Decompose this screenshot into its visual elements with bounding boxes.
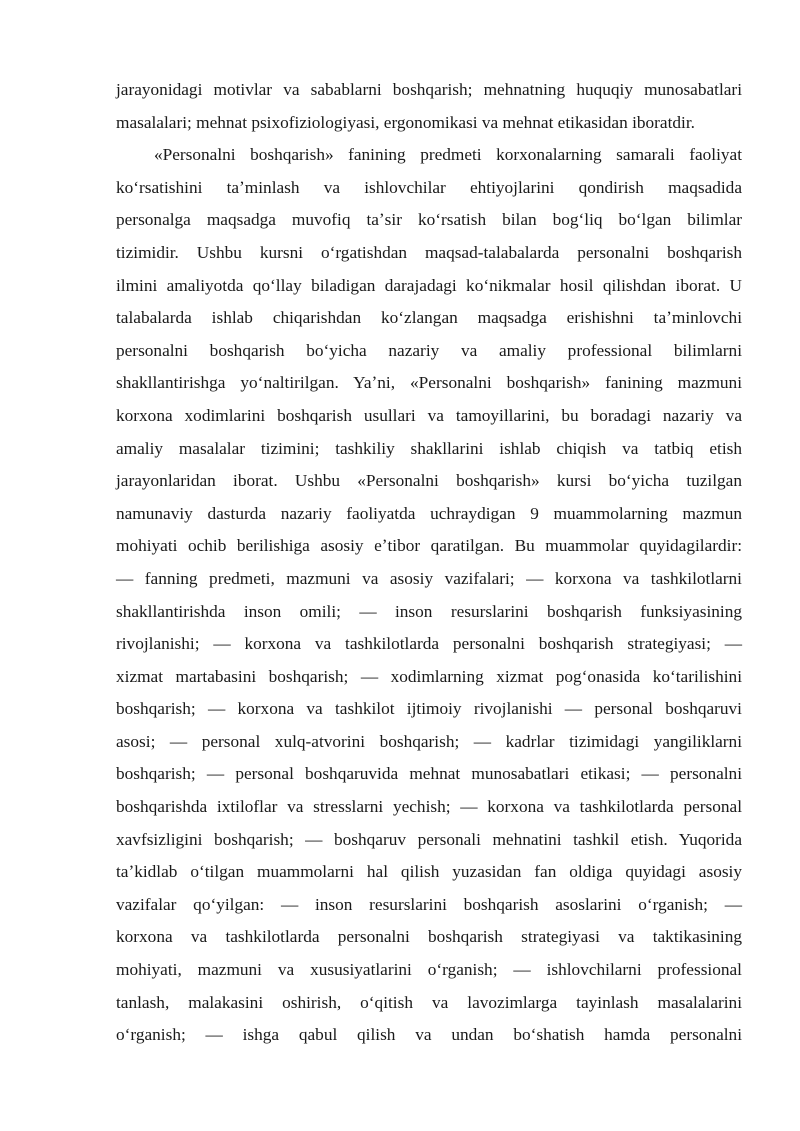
text-line: rivojlanishi; — korxona va tashkilotlarda personalni boshqarish strategiyasi; — (116, 634, 742, 654)
document-page (116, 74, 742, 1052)
text-line: jarayonlaridan iborat. Ushbu «Personalni boshqarish» kursi boʻyicha tuzilgan (116, 471, 742, 491)
text-line: mohiyati ochib berilishiga asosiy eʼtibor qaratilgan. Bu muammolar quyidagilardir: (116, 536, 742, 556)
text-line: shakllantirishda inson omili; — inson resurslarini boshqarish funksiyasining (116, 601, 742, 621)
text-line: talabalarda ishlab chiqarishdan koʻzlangan maqsadga erishishni taʼminlovchi (116, 308, 742, 328)
text-line: ilmini amaliyotda qoʻllay biladigan darajadagi koʻnikmalar hosil qilishdan iborat. U (116, 275, 742, 295)
text-line: taʼkidlab oʻtilgan muammolarni hal qilish yuzasidan fan oldiga quyidagi asosiy (116, 862, 742, 882)
text-line: boshqarishda ixtiloflar va stresslarni yechish; — korxona va tashkilotlarda personal (116, 797, 742, 817)
text-line: korxona xodimlarini boshqarish usullari va tamoyillarini, bu boradagi nazariy va (116, 405, 742, 425)
text-line: vazifalar qoʻyilgan: — inson resurslarini boshqarish asoslarini oʻrganish; — (116, 894, 742, 914)
text-line: asosi; — personal xulq-atvorini boshqarish; — kadrlar tizimidagi yangiliklarni (116, 731, 742, 751)
text-line: personalni boshqarish boʻyicha nazariy va amaliy professional bilimlarni (116, 340, 742, 360)
text-line: koʻrsatishini taʼminlash va ishlovchilar ehtiyojlarini qondirish maqsadida (116, 177, 742, 197)
text-line: namunaviy dasturda nazariy faoliyatda uchraydigan 9 muammolarning mazmun (116, 503, 742, 523)
text-line: tanlash, malakasini oshirish, oʻqitish va lavozimlarga tayinlash masalalarini (116, 992, 742, 1012)
text-line: — fanning predmeti, mazmuni va asosiy vazifalari; — korxona va tashkilotlarni (116, 568, 742, 588)
text-line: tizimidir. Ushbu kursni oʻrgatishdan maqsad-talabalarda personalni boshqarish (116, 242, 742, 262)
text-line: korxona va tashkilotlarda personalni boshqarish strategiyasi va taktikasining (116, 927, 742, 947)
text-line: boshqarish; — korxona va tashkilot ijtimoiy rivojlanishi — personal boshqaruvi (116, 699, 742, 719)
text-line: xavfsizligini boshqarish; — boshqaruv personali mehnatini tashkil etish. Yuqorida (116, 829, 742, 849)
text-line: amaliy masalalar tizimini; tashkiliy shakllarini ishlab chiqish va tatbiq etish (116, 438, 742, 458)
text-line: oʻrganish; — ishga qabul qilish va undan boʻshatish hamda personalni (116, 1025, 742, 1045)
text-line: xizmat martabasini boshqarish; — xodimlarning xizmat pogʻonasida koʻtarilishini (116, 666, 742, 686)
text-line: masalalari; mehnat psixofiziologiyasi, ergonomikasi va mehnat etikasidan iboratdir. (116, 112, 695, 132)
text-line: shakllantirishga yoʻnaltirilgan. Yaʼni, «Personalni boshqarish» fanining mazmuni (116, 373, 742, 393)
text-line: jarayonidagi motivlar va sabablarni boshqarish; mehnatning huquqiy munosabatlari (116, 80, 742, 99)
text-line: mohiyati, mazmuni va xususiyatlarini oʻrganish; — ishlovchilarni professional (116, 960, 742, 980)
text-line: «Personalni boshqarish» fanining predmeti korxonalarning samarali faoliyat (154, 145, 742, 165)
text-line: boshqarish; — personal boshqaruvida mehnat munosabatlari etikasi; — personalni (116, 764, 742, 784)
text-line: personalga maqsadga muvofiq taʼsir koʻrsatish bilan bogʻliq boʻlgan bilimlar (116, 210, 742, 230)
